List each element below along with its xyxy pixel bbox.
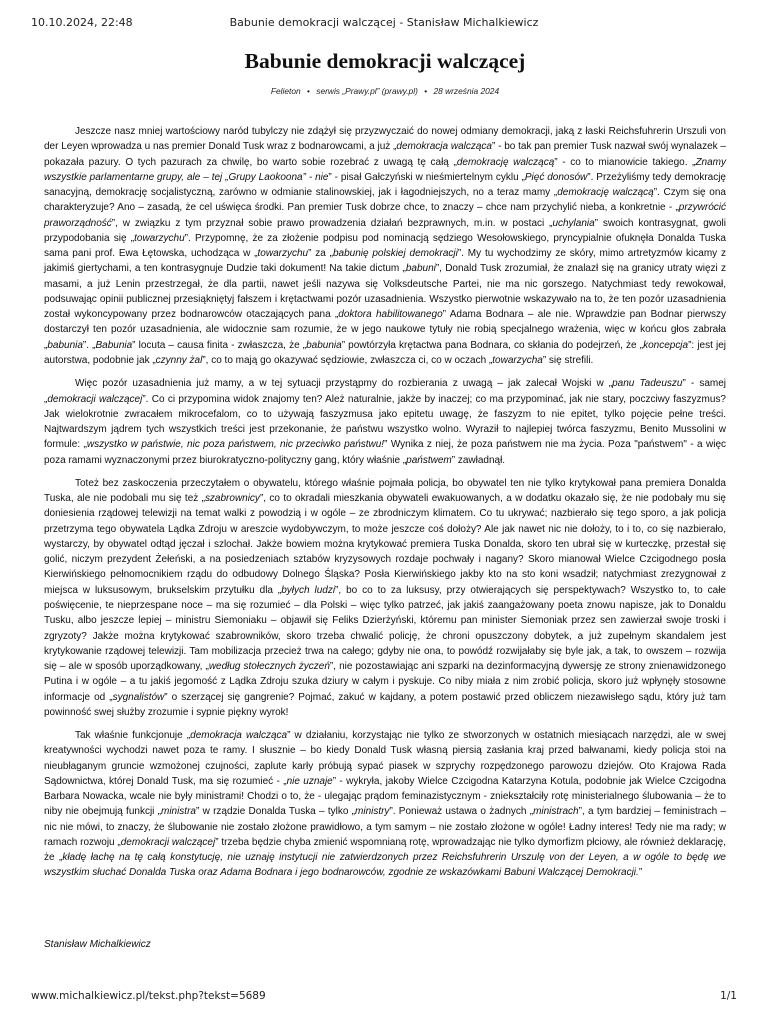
- italic-text: babunię polskiej demokracji: [332, 248, 458, 260]
- paragraph-text: ” - co to mianowicie takiego. „: [554, 156, 696, 168]
- paragraph-text: ” Wynika z niej, że poza państwem nie ma życia. Poza "państwem" - a więc poza ramami wyznaczonymi przez biurokratyczno-polityczny gang, który właśnie „: [44, 439, 727, 466]
- paragraph-text: ” trzeba będzie chyba zmienić wspomnianą rotę, wprowadzając nie tylko dymorfizm płciowy, ale również deklarację, że „: [44, 836, 726, 864]
- paragraph-text: ”. Przeżyliśmy tedy demokrację sanacyjną, demokrację socjalistyczną, zarówno w odmianie stalinowskiej, jak i łagodniejszych, no a teraz mamy „: [44, 171, 726, 199]
- paragraph-text: Jeszcze nasz mniej wartościowy naród tubylczy nie zdążył się przyzwyczaić do nowej odmiany demokracji, jaką z łaski Reichsfuhrerin Urszuli von der Leyen wprowadza u nas premier Donald Tusk wraz z bodnarowcami, a już „: [44, 126, 726, 153]
- print-page-title: Babunie demokracji walczącej - Stanisław Michalkiewicz: [229, 16, 539, 29]
- meta-date: 28 września 2024: [433, 86, 500, 96]
- italic-text: Babunia: [95, 339, 133, 351]
- paragraph-text: ” o szerzącej się gangrenie? Pojmać, zakuć w kajdany, a potem postawić przed obliczem niezawisłego sądu, który już tam powinność swej służby zrozumie i sypnie piękny wyrok!: [44, 691, 726, 718]
- print-page-number: 1/1: [720, 990, 737, 1002]
- italic-text: sygnalistów: [112, 691, 165, 703]
- italic-text: byłych ludzi: [281, 584, 336, 596]
- paragraph-text: ” Adama Bodnara – ale nie. Wprawdzie pan Bodnar pierwszy dostarczył ten pozór uzasadnienia, ale widocznie sam rozumie, że w jego naukowe tytuły nie robią specjalnego wrażenia, więc w końcu głos zabrała „: [44, 309, 727, 351]
- paragraph-text: ”: [638, 867, 643, 879]
- paragraph-text: ”, bo co to za luksusy, przy otwierających się perspektywach? Wszystko to, to całe poświęcenie, te nieprzespane noce – ma się rozumieć – dla Polski – więc tylko patrzeć, jak jakiś zaangażowany poeta znowu napisze, jak to Donaldu Tusku, albo jeszcze lepiej – ministru Siemoniaku – objawił się Feliks Dzierżyński, któremu pan minister Siemoniak przez sen zawierzał swoje troski i zgryzoty? Jakże można krytykować szabrowników, skoro trzeba chwalić policję, że chroni opuszczony dobytek, a już zupełnym skandalem jest krytykowanie rządowej telewizji. Tam mobilizacja przecież trwa na całego; gdyby nie ona, to powódź rozwijałaby się byle jak, a tak, to owszem – rozwija się – ale w sposób uporządkowany, „: [44, 584, 726, 673]
- italic-text: czynny żal: [155, 354, 203, 366]
- paragraph-text: ”, Donald Tusk zrozumiał, że znalazł się na granicy utraty więzi z masami, a już Lenin przestrzegał, że dla partii, nawet jeśli nazywa się Volksdeutsche Partei, nie ma nic gorszego. Natychmiast tedy rewokował, podsuwając opinii publicznej przesiąkniętyj fałszem i krętactwami pozór uzasadnienia. Wszystko pierwotnie wskazywało na to, że ten pozór uzasadnienia został wykoncypowany przez bodnarowców otaczających pana „: [44, 263, 726, 321]
- paragraph-text: ” się strefili.: [542, 354, 594, 366]
- article: [44, 47, 726, 889]
- paragraph-text: ”. Co ci przypomina widok znajomy ten? Ależ naturalnie, jakże by inaczej; co ma przypominać, jak nie stary, poczciwy faszyzmus? Jak wielokrotnie zwracałem mikrocefalom, co to używają faszyzmusa jako epitetu uwagę, że faszyzm to nie epitet, tylko pojęcie pełne treści. Najtwardszym jądrem tych wszystkich treści jest przekonanie, że państwu wszystko wolno. Wyraził to najlepiej twórca faszyzmu, Benito Mussolini w formule: „: [44, 393, 726, 451]
- meta-service: serwis „Prawy.pl” (prawy.pl): [316, 86, 418, 96]
- italic-text: babunia: [306, 339, 342, 351]
- italic-text: babuni: [405, 263, 436, 275]
- paragraph-text: ” za „: [308, 248, 333, 260]
- italic-text: według stołecznych życzeń: [208, 661, 330, 673]
- paragraph-text: Tak właśnie funkcjonuje „: [75, 730, 191, 742]
- italic-text: demokracji walczącej: [120, 836, 216, 848]
- italic-text: babunia: [47, 339, 83, 351]
- italic-text: przywrócić praworządność: [44, 202, 726, 229]
- paragraph-text: ”, a tym bardziej – feministrach – nic nie mówi, to znaczy, że ślubowanie nie zostało złożone prawidłowo, a tym samym – nie zostało złożone w ogóle! Ładny interes! Tedy nie ma rady; w ramach rozwoju „: [44, 806, 727, 848]
- paragraph-text: ” w działaniu, korzystając nie tylko ze stworzonych w ostatnich miesiącach narzędzi, ale w swej kreatywności wychodzi nawet poza te ramy. I słusznie – bo kiedy Donald Tusk własną piersią zasłania kraj przed bałwanami, kiedy policja stoi na nieubłaganym gruncie wzmożonej czujności, zaplute karły próbują sypać piasek w szprychy rozpędzonego parowozu dziejów. Oto Krajowa Rada Sądownictwa, której Donald Tusk, ma się rozumieć - „: [44, 730, 726, 787]
- italic-text: ministrach: [533, 806, 579, 818]
- article-paragraph: [44, 376, 726, 468]
- paragraph-text: Więc pozór uzasadnienia już mamy, a w tej sytuacji przystąpmy do rozbierania z uwagą – jak zalecał Wojski w „: [75, 378, 613, 390]
- italic-text: państwem: [406, 454, 452, 466]
- article-body: [44, 124, 726, 881]
- paragraph-text: ” zawładnął.: [451, 454, 506, 466]
- italic-text: kładę łachę na tę całą konstytucję, nie uznaję instytucji nie zatwierdzonych przez Reichsfuhrerin Urszulę von der Leyen, a w ogóle to będę we wszystkim słuchać Donalda Tuska oraz Adama Bodnara i jego bodnarowców, zgodnie ze wskazówkami Babuni Walczącej Demokracji.: [44, 852, 726, 879]
- paragraph-text: ” - wykryła, jakoby Wielce Czcigodna Katarzyna Kotula, podobnie jak Wielce Czcigodna Barbara Nowacka, wcale nie były ministrami! Chodzi o to, że - ulegając prądom feminazistycznym - zniekształciły rotę ministerialnego ślubowania – że to niby nie obejmują funkcji „: [44, 775, 726, 818]
- italic-text: doktora habilitowanego: [338, 309, 443, 321]
- meta-type: Felieton: [270, 86, 301, 96]
- paragraph-text: ”. Przypomnę, że za złożenie podpisu pod nominacją sędziego Wesołowskiego, pryncypialnie ofuknęła Donalda Tuska sama pani prof. Ewa Łętowska, uchodząca w „: [44, 232, 726, 260]
- article-author: Stanisław Michalkiewicz: [44, 939, 151, 950]
- italic-text: towarzychu: [134, 232, 185, 244]
- italic-text: uchylania: [552, 217, 595, 229]
- italic-text: demokracja walcząca: [396, 141, 492, 153]
- paragraph-text: ” - samej „: [44, 378, 726, 405]
- paragraph-text: ” w rządzie Donalda Tuska – tylko „: [195, 806, 356, 818]
- article-title: Babunie demokracji walczącej: [244, 49, 526, 73]
- print-header: [0, 0, 768, 40]
- italic-text: panu Tadeuszu: [612, 378, 683, 390]
- paragraph-text: ”. Ponieważ ustawa o żadnych „: [389, 806, 534, 818]
- meta-separator: •: [424, 86, 428, 96]
- paragraph-text: ”, w związku z tym przyznał sobie prawo prowadzenia działań bezprawnych, m.in. w postaci „: [111, 217, 553, 229]
- print-datetime: 10.10.2024, 22:48: [31, 16, 133, 29]
- italic-text: koncepcja: [643, 339, 689, 351]
- italic-text: ministra: [160, 806, 196, 818]
- paragraph-text: ” swoich kontrasygnat, gwoli przypodobania się „: [44, 217, 726, 244]
- italic-text: nie uznaje: [286, 775, 333, 787]
- italic-text: ministry: [355, 806, 390, 818]
- paragraph-text: Toteż bez zaskoczenia przeczytałem o obywatelu, którego właśnie pojmała policja, bo obywatel ten nie tylko krytykował pana premiera Donalda Tuska, ale nie podobali mu się też „: [44, 477, 726, 505]
- article-paragraph: [44, 476, 726, 720]
- italic-text: demokrację walczącą: [456, 156, 555, 168]
- article-meta: [44, 86, 726, 96]
- paragraph-text: ”, co to okradali mieszkania obywateli ewakuowanych, a w dodatku okazało się, że nie podobały mu się doniesienia rządowej telewizji na temat walki z powodzią i w ogóle – ze zbrodniczym klimatem. Co tu ukrywać; nazbierało się tego sporo, a jak policja przetrzyma tego obywatela Lądka Zdroju w areszcie wydobywczym, to może jeszcze coś dołoży? Ale jak nawet nic nie dołoży, to i to, co się nazbierało, wystarczy, by obywatel odtąd jęczał i szlochał. Jakże bowiem można krytykować premiera Tuska Donalda, skoro ten ubrał się w kurteczkę, przestał się golić, niczym prezydent Żełeński, a na posiedzeniach sztabów kryzysowych rozdaje pochwały i nagany? Skoro mianował Wielce Czcigodnego posła Kierwińskiego pełnomocnikiem rządu do odbudowy Dolnego Śląska? Posła Kierwińskiego jakby kto na sto koni wsadził; natychmiast zrezygnował z miejsca w luksusowym, brukselskim przytułku dla „: [44, 493, 726, 596]
- article-paragraph: [44, 728, 726, 881]
- print-url: www.michalkiewicz.pl/tekst.php?tekst=5689: [31, 990, 266, 1002]
- italic-text: Pięć donosów: [524, 171, 588, 183]
- italic-text: towarzychu: [257, 248, 309, 260]
- italic-text: towarzycha: [492, 354, 543, 366]
- italic-text: wszystko w państwie, nic poza państwem, nic przeciwko państwu!: [86, 439, 385, 451]
- paragraph-text: ”. Czym się ona charakteryzuje? Ano – zasadą, że cel uświęca środki. Pan premier Tusk dobrze chce, to znaczy – chce nam przychylić nieba, a konkretnie - „: [44, 187, 726, 214]
- paragraph-text: ” locuta – causa finita - zwłaszcza, że „: [132, 339, 307, 351]
- italic-text: demokracja walcząca: [190, 730, 288, 742]
- paragraph-text: ”: jest jej autorstwa, podobnie jak „: [44, 339, 726, 366]
- italic-text: demokracji walczącej: [47, 393, 143, 405]
- meta-separator: •: [307, 86, 310, 96]
- italic-text: szabrownicy: [204, 493, 260, 505]
- paragraph-text: ”. My tu wychodzimy ze skóry, mimo artretyzmów kicamy z jakimiś giertychami, a ten kontrasygnuje Dudzie taki dokument! Na takie dictum „: [44, 248, 726, 275]
- paragraph-text: ” - bo tak pan premier Tusk nazwał swój wynalazek – pokazała pazury. O tych pazurach za chwilę, bo warto sobie rozebrać z uwagą tę całą „: [44, 141, 726, 168]
- paragraph-text: ”. „: [82, 339, 96, 351]
- italic-text: Znamy wszystkie parlamentarne grupy, ale – tej „Grupy Laokoona” - nie: [44, 156, 726, 183]
- paragraph-text: ” powtórzyła krętactwa pana Bodnara, co skłania do podejrzeń, że „: [341, 339, 644, 351]
- paragraph-text: ”, nie pozostawiając ani szparki na dezinformacyjną dywersję ze strony znienawidzonego Putina i w ogóle – a tu jakiś jegomość z Lądka Zdroju szuka dziury w całym i pyskuje. Co niby miała z nim zrobić policja, skoro już wpłynęły stosowne informacje od „: [44, 661, 726, 703]
- article-paragraph: [44, 124, 726, 368]
- italic-text: demokrację walczącą: [557, 187, 654, 199]
- paragraph-text: ”, co to mają go okazywać sędziowie, zwłaszcza ci, co w oczach „: [202, 354, 493, 366]
- paragraph-text: ” - pisał Gałczyński w nieśmiertelnym cyklu „: [328, 171, 525, 183]
